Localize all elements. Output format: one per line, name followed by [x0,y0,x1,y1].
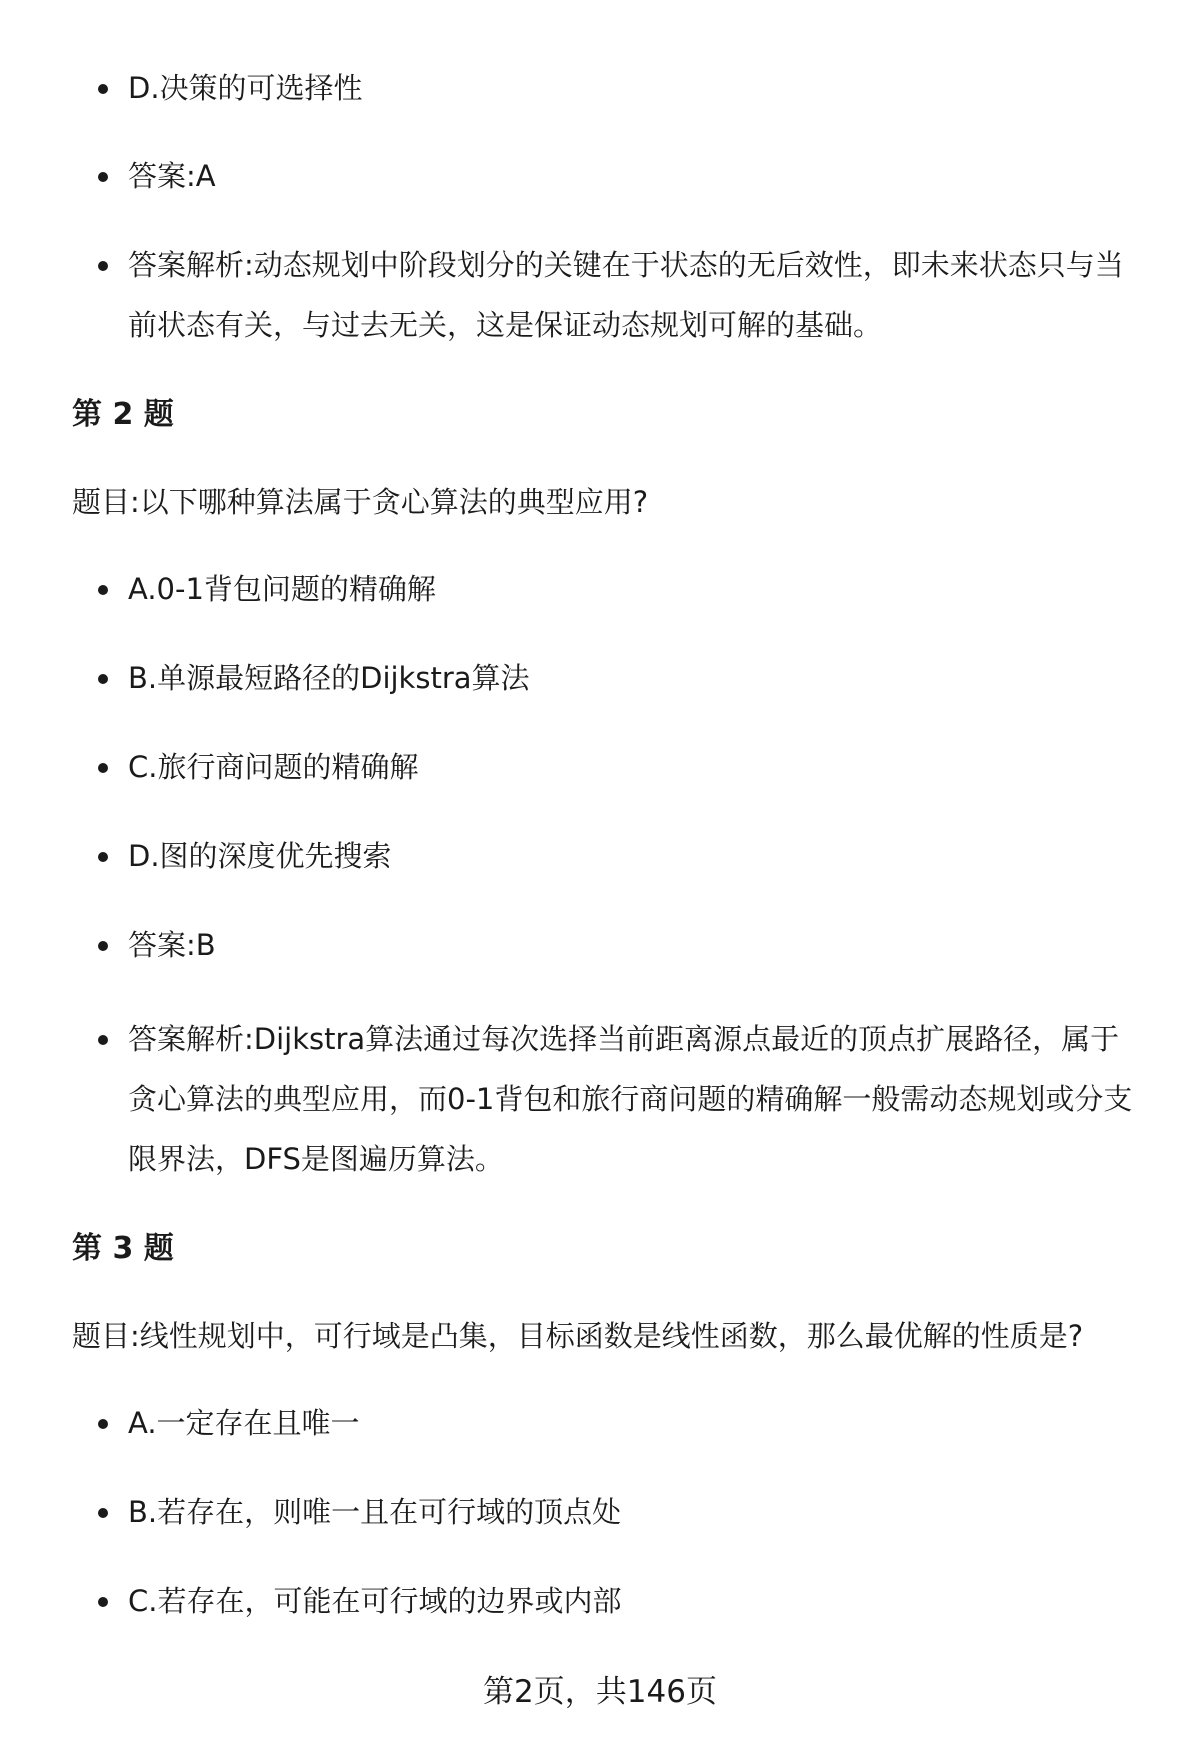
q2-option-d: D.图的深度优先搜索 [128,826,1148,886]
q2-option-a: A.0-1背包问题的精确解 [128,559,1148,619]
q2-option-c: C.旅行商问题的精确解 [128,737,1148,797]
q3-question: 题目:线性规划中，可行域是凸集，目标函数是线性函数，那么最优解的性质是? [72,1319,1084,1353]
page-number: 第2页，共146页 [483,1674,717,1710]
q3-option-c: C.若存在，可能在可行域的边界或内部 [128,1571,1148,1631]
q2-answer: 答案:B [128,915,1148,975]
q1-explanation: 答案解析:动态规划中阶段划分的关键在于状态的无后效性，即未来状态只与当前状态有关，与过去无关，这是保证动态规划可解的基础。 [128,235,1148,355]
q2-heading: 第 2 题 [72,397,174,432]
q1-option-d: D.决策的可选择性 [128,58,1148,118]
q2-option-b: B.单源最短路径的Dijkstra算法 [128,648,1148,708]
q2-explanation: 答案解析:Dijkstra算法通过每次选择当前距离源点最近的顶点扩展路径，属于贪心算法的典型应用，而0-1背包和旅行商问题的精确解一般需动态规划或分支限界法，DFS是图遍历算法。 [128,1009,1148,1189]
q3-option-a: A.一定存在且唯一 [128,1393,1148,1453]
q2-question: 题目:以下哪种算法属于贪心算法的典型应用? [72,485,649,519]
q3-option-b: B.若存在，则唯一且在可行域的顶点处 [128,1482,1148,1542]
q1-answer: 答案:A [128,146,1148,206]
q3-heading: 第 3 题 [72,1231,174,1266]
